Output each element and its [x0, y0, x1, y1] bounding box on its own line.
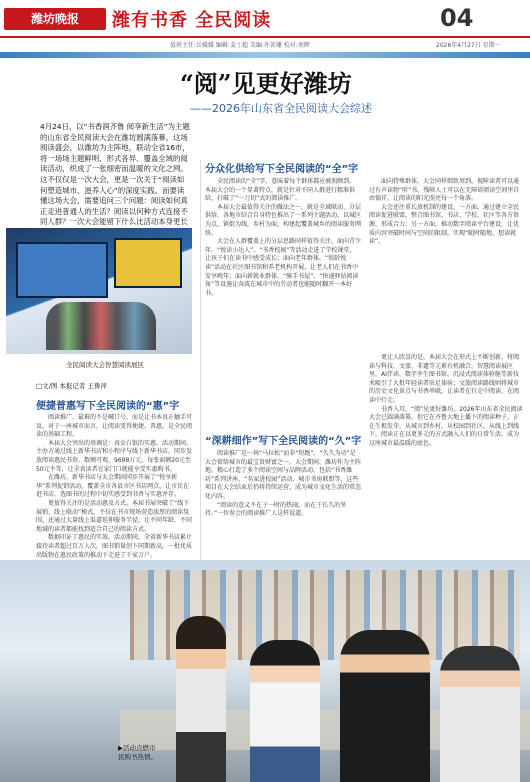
paragraph: 全民阅读的“全”字，意味着每个群体都应被照顾到。本届大会的一个显著特点，就是针对不同人群进行精准供给，打破了“一刀切”式的阅读推广。 [205, 178, 356, 203]
newspaper-header [0, 0, 530, 36]
section-heading: 便捷普惠写下全民阅读的“惠”字 [36, 401, 180, 412]
intro-paragraph: 4月24日，以“书香润齐鲁 阅享新生活”为主题的山东省全民阅读大会在潍坊圆满落幕。这场阅读盛会，以潍坊为主阵地，联动全省16市，将一场场主题鲜明、形式各异、覆盖全域的阅读活动，织成了一张细密而温暖的文化之网。 [40, 122, 190, 174]
article-subheadline: ——2026年山东省全民阅读大会综述 [190, 102, 372, 115]
article-column [36, 414, 192, 560]
intro-paragraph: 这不仅仅是一次大会，更是一次关于“阅读如何塑造城市、滋养人心”的深度实践。而要读懂这场大会，需要追问三个问题：阅读如何真正走进普通人的生活？阅读以何种方式连接不同人群？一次大会能留下什么比活动本身更长 [40, 174, 188, 227]
paragraph: 阅读推广，最难的不是喊口号，而是让书本真正触手可及。对于一座城市而言，让阅读变得便捷、普惠，是全民阅读的基础工程。 [36, 414, 193, 439]
newspaper-logo: 潍坊晚报 [4, 8, 106, 30]
paragraph: 本届大会突出的基调是：真金白银的实惠。活动期间，主办方通过线上新华书店和小程序与线下新华书店，同步发放阅读惠民书券，数额可观，9698万元，每张面额20元至50元不等，让全省读者在家门口就能享受实惠购书。 [36, 439, 193, 473]
bookstore-photo [0, 560, 530, 782]
section-heading: “深耕细作”写下全民阅读的“久”字 [205, 436, 362, 447]
photo-caption: ▶活动点燃市民购书热情。 [118, 744, 157, 761]
paragraph: 大会在人群覆盖上的分层思路同样值得关注。面向青少年，“悦读小达人”、“书香校园”等活动走进了学校课堂，让孩子们在读书中感受成长；面向老年群体，“银龄悦读”活动在社区图书馆和养老机构开展，让老人们在书香中安享晚年；面向新就业群体，“骑手书屋”、“快递驿站阅读角”等设施让奔波在城市中的劳动者也能随时翻开一本好书。 [205, 238, 362, 297]
decorative-banner [0, 52, 530, 58]
section-title: 潍有书香 全民阅读 [112, 10, 272, 31]
paragraph: 数据印证了惠民的实效。活动期间，全省新华书店累计接待读者超过百万人次，图书销量创下同期新高，一批优质出版物在惠民政策的推动下走进了千家万户。 [36, 534, 193, 559]
article-column [205, 178, 361, 298]
page-number: 04 [440, 4, 474, 32]
article-column [205, 450, 361, 519]
paragraph: 更值得关注的是活动惠及方式。本届书展突破了“线下展销、线上联动”模式，不仅在书市现场营造浓厚的阅读氛围，还通过大量线上渠道延伸服务半径，让不同年龄、不同地域的读者都能找到适合自己的阅读方式。 [36, 499, 193, 533]
display-screen [16, 242, 108, 298]
column-divider [200, 160, 201, 560]
photo-caption: 全民阅读大会智慧阅读展区 [66, 361, 144, 369]
paragraph: 更让人欣喜的是，本届大会在形式上不断创新，将阅读与科技、文旅、非遗等元素有机融合。智慧阅读展区里，AI伴读、数字孪生图书馆、沉浸式阅读体验舱等新技术吸引了大批年轻读者驻足体验；文旅阅读路线则将城市的历史文化景点与书香串联，让读者在行走中阅读、在阅读中行走。 [369, 354, 520, 404]
visitors [46, 302, 156, 350]
byline: □文/图 本报记者 王鲁萍 [36, 382, 107, 390]
reader-figure [250, 640, 320, 782]
reader-figure [440, 646, 520, 782]
reader-figure [176, 616, 226, 782]
paragraph: 面向特殊群体，大会同样细致周到。视障读者可以通过有声读物“听”书，残障人士可以在无障碍阅读空间里自由徜徉，让阅读的阳光照亮每一个角落。 [369, 178, 520, 203]
article-column [369, 354, 523, 449]
paragraph: 本届大会最值得关注的做法之一，就是全域联动、分层供给。各地市结合自身特色推出了一系列主题活动，以城区为点，镇街为线，乡村为面，构建起覆盖城乡的阅读服务网络。 [205, 203, 362, 237]
paragraph: 书香入耳，“阅”见更好潍坊。2026年山东省全民阅读大会已圆满落幕，但它在齐鲁大地上播下的阅读种子，正在生根发芽。从城市到乡村，从校园到社区，从线上到线下，阅读正在以更多元的方式融入人们的日常生活，成为这座城市最温暖的底色。 [369, 405, 523, 447]
section-heading: 分众化供给写下全民阅读的“全”字 [205, 164, 359, 175]
display-screen [114, 238, 182, 288]
exhibition-photo [6, 228, 192, 354]
paragraph: 阅读推广是一场“马拉松”而非“短跑”。“久久为功”是大会留给城市的最宝贵财富之一。大会期间，潍坊作为主阵地，精心打造了多个阅读空间与品牌活动，包括“书香潍坊”系列讲座、“名家进校园”活动、城市书房联盟等，这些项目在大会结束后仍将持续运营，成为城市文化生活的常态化内容。 [205, 450, 362, 500]
editor-credits: 值班主任:岳媛媛 编辑:姜士超 美编:许茗珊 校对:刘辉 [170, 42, 310, 49]
paragraph: 大会还注重长效机制的建设。一方面，通过建立全民阅读促进联盟，整合图书馆、书店、学校、社区等各方资源，形成合力；另一方面，推动数字阅读平台建设，让优质内容突破时间与空间的限制，实现“随时随地、想读就读”。 [369, 203, 520, 246]
editor-info-bar [0, 38, 530, 50]
issue-date: 2026年4月27日 星期一 [436, 42, 501, 49]
article-column [369, 178, 523, 247]
paragraph: “阅读的意义不在于一时的热闹，而在于长久的坚持。”一位参会的阅读推广人这样说道。 [205, 501, 347, 518]
article-intro [40, 122, 190, 239]
article-headline: “阅”见更好潍坊 [180, 69, 352, 98]
reader-figure [340, 630, 430, 782]
paragraph: 在潍坊，新华书店与大会期间同步开展了“悦享新华”系列促销活动，覆盖全市各县市区书店网点，让市民在逛书店、选图书的过程中切实感受到书香与实惠并存。 [36, 474, 190, 499]
